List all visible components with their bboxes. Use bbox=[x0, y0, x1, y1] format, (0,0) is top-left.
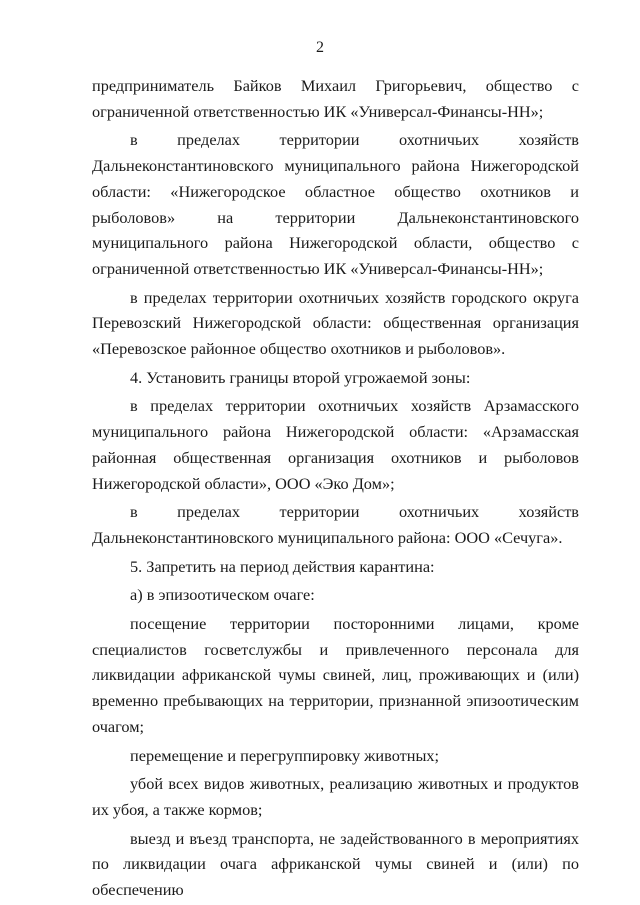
paragraph-1: предприниматель Байков Михаил Григорьевич, общество с ограниченной ответственностью ИК «Универсал-Финансы-НН»; bbox=[92, 76, 579, 121]
paragraph-3: в пределах территории охотничьих хозяйств городского округа Перевозский Нижегородской области: общественная организация «Перевозское районное общество охотников и рыболовов». bbox=[92, 287, 579, 359]
paragraph-11: убой всех видов животных, реализацию животных и продуктов их убоя, а также кормов; bbox=[92, 774, 579, 819]
paragraph-12: выезд и въезд транспорта, не задействованного в мероприятиях по ликвидации очага африканской чумы свиней и (или) по обеспечению bbox=[92, 828, 579, 900]
paragraph-4: 4. Установить границы второй угрожаемой зоны: bbox=[130, 367, 471, 387]
paragraph-9: посещение территории посторонними лицами, кроме специалистов госветслужбы и привлеченного персонала для ликвидации африканской чумы свиней, лиц, проживающих и (или) временно пребывающих на территории, признанной эпизоотическим очагом; bbox=[92, 614, 579, 736]
document-body bbox=[92, 73, 579, 903]
paragraph-8: а) в эпизоотическом очаге: bbox=[130, 585, 315, 605]
paragraph-10: перемещение и перегруппировку животных; bbox=[130, 745, 440, 765]
paragraph-2: в пределах территории охотничьих хозяйств Дальнеконстантиновского муниципального района Нижегородской области: «Нижегородское областное общество охотников и рыболовов» на территории Дальнеконстантиновского муниципального района Нижегородской области, общество с ограниченной ответственностью ИК «Универсал-Финансы-НН»; bbox=[92, 130, 579, 278]
paragraph-7: 5. Запретить на период действия карантина: bbox=[130, 556, 435, 576]
paragraph-6: в пределах территории охотничьих хозяйств Дальнеконстантиновского муниципального района: ООО «Сечуга». bbox=[92, 502, 579, 547]
paragraph-5: в пределах территории охотничьих хозяйств Арзамасского муниципального района Нижегородской области: «Арзамасская районная общественная организация охотников и рыболовов Нижегородской области», ООО «Эко Дом»; bbox=[92, 396, 579, 493]
page-number: 2 bbox=[316, 39, 324, 56]
